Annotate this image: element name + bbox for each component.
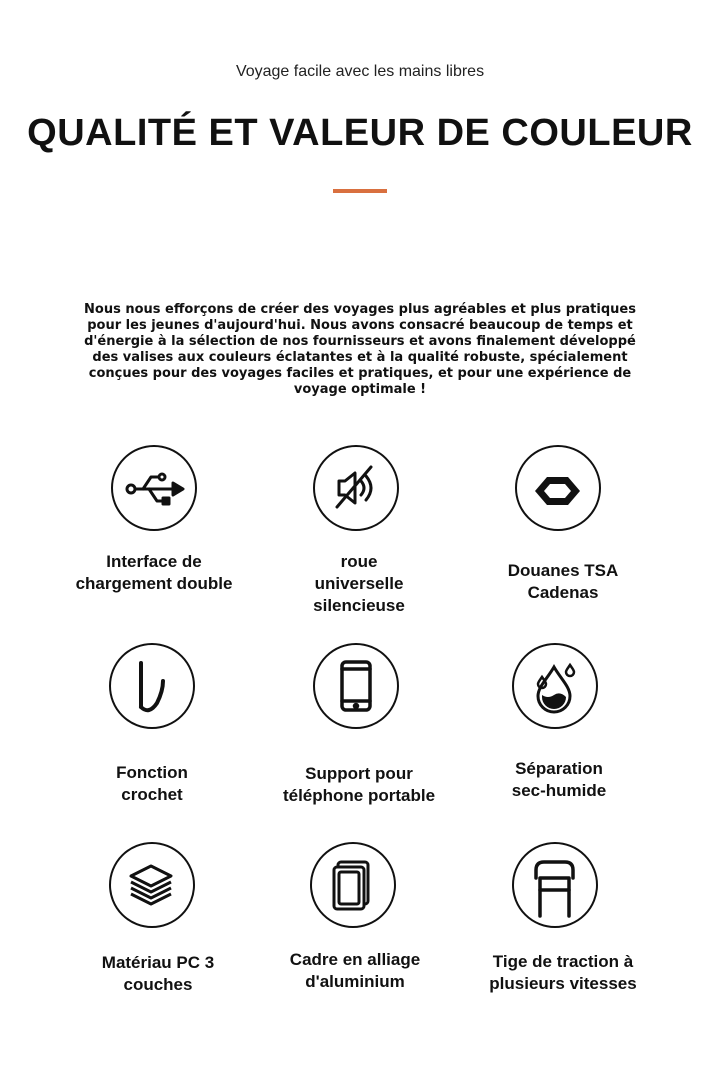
feature-label-line: Matériau PC 3 (101, 953, 215, 972)
tsa-lock-icon (515, 445, 601, 531)
hook-icon (109, 643, 195, 729)
feature-label (58, 952, 258, 996)
feature-label-line: Support pour (305, 764, 413, 783)
feature-label-line: d'aluminium (305, 972, 405, 991)
feature-label-line: universelle (314, 574, 404, 593)
feature-label-line: roue (340, 552, 378, 571)
intro-paragraph: Nous nous efforçons de créer des voyages plus agréables et plus pratiques pour les jeunes d'aujourd'hui. Nous avons consacré beaucoup de temps et d'énergie à la sélection de nos fournisseurs et avons finalement développé des valises aux couleurs éclatantes et à la qualité robuste, spécialement conçues pour des voyages faciles et pratiques, et pour une expérience de voyage optimale ! (84, 302, 636, 397)
feature-label-line: Séparation (515, 759, 603, 778)
feature-label (463, 951, 663, 995)
trolley-handle-icon (512, 842, 598, 928)
feature-label-line: téléphone portable (282, 786, 436, 805)
feature-label-line: Fonction (116, 763, 188, 782)
feature-label-line: Douanes TSA (507, 561, 619, 580)
feature-label (255, 949, 455, 993)
feature-label (259, 551, 459, 617)
title-accent-divider (333, 189, 387, 193)
feature-label-line: Cadenas (527, 583, 599, 602)
feature-label-line: sec-humide (511, 781, 607, 800)
feature-label (459, 758, 659, 802)
feature-label (54, 551, 254, 595)
layers-icon (109, 842, 195, 928)
feature-label-line: silencieuse (313, 596, 405, 615)
feature-label-line: Tige de traction à (492, 952, 634, 971)
feature-label-line: chargement double (75, 574, 233, 593)
feature-label-line: couches (123, 975, 193, 994)
subtitle: Voyage facile avec les mains libres (235, 63, 485, 80)
feature-label-line: plusieurs vitesses (489, 974, 637, 993)
page-title: QUALITÉ ET VALEUR DE COULEUR (27, 112, 693, 154)
usb-icon (111, 445, 197, 531)
feature-label (52, 762, 252, 806)
feature-label (259, 763, 459, 807)
feature-label (463, 560, 663, 604)
feature-label-line: crochet (121, 785, 183, 804)
phone-icon (313, 643, 399, 729)
silent-wheel-icon (313, 445, 399, 531)
feature-label-line: Cadre en alliage (289, 950, 421, 969)
aluminium-frame-icon (310, 842, 396, 928)
water-drop-icon (512, 643, 598, 729)
feature-label-line: Interface de (106, 552, 202, 571)
